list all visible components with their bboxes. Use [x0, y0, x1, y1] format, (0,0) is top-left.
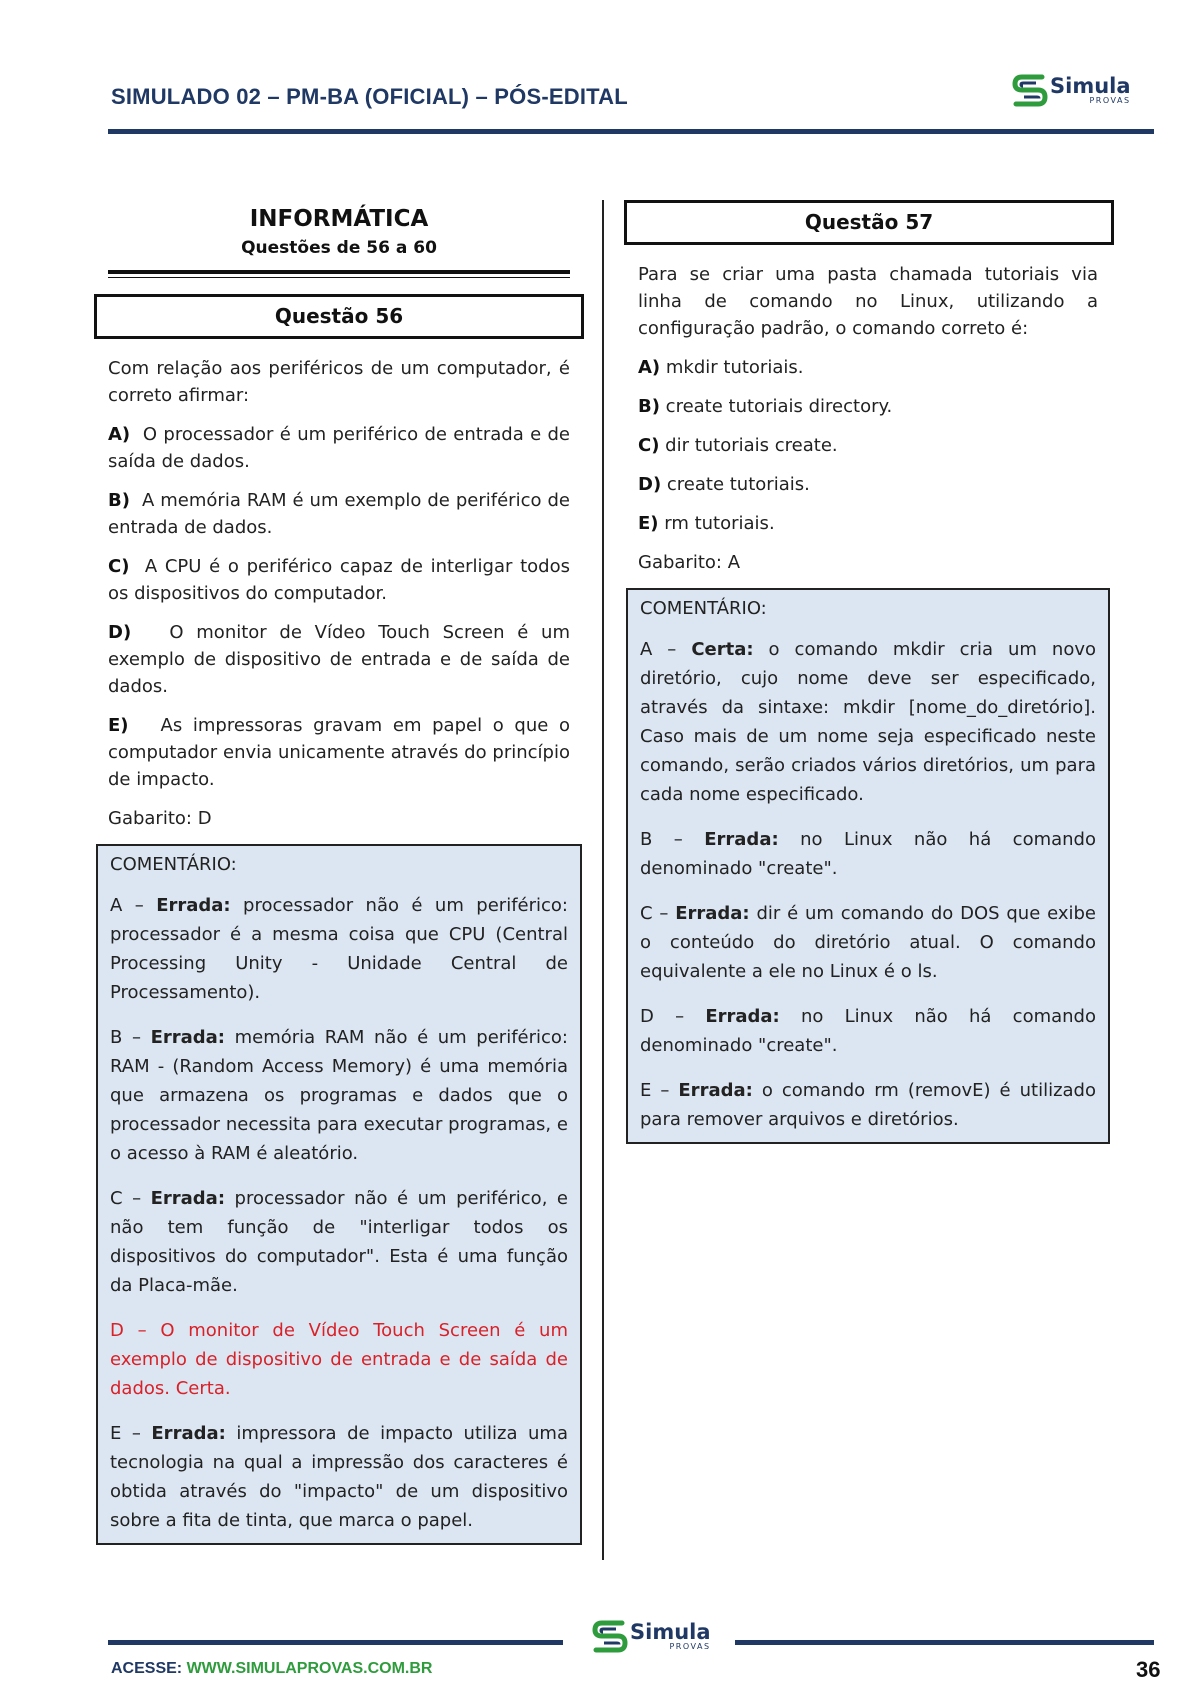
- comment-item-a: A – Certa: o comando mkdir cria um novo diretório, cujo nome deve ser especificado, através da sintaxe: mkdir [nome_do_diretório]. Caso mais de um nome seja especificado neste comando, serão criados vários diretórios, um para cada nome especificado.: [640, 639, 1096, 805]
- section-header: [108, 206, 570, 258]
- logo-sub-text: PROVAS: [1089, 96, 1131, 105]
- comment-title: COMENTÁRIO:: [640, 598, 767, 619]
- question-57-stem: Para se criar uma pasta chamada tutoriais via linha de comando no Linux, utilizando a configuração padrão, o comando correto é:: [638, 264, 1098, 339]
- question-56-option-b: B) A memória RAM é um exemplo de periférico de entrada de dados.: [108, 490, 570, 538]
- footer-logo: [592, 1620, 711, 1654]
- comment-item-d: D – Errada: no Linux não há comando denominado "create".: [640, 1006, 1096, 1056]
- comment-item-d-correct: D – O monitor de Vídeo Touch Screen é um exemplo de dispositivo de entrada e de saída de dados. Certa.: [110, 1320, 568, 1399]
- question-57-option-d: D) create tutoriais.: [638, 474, 810, 495]
- section-subtitle: Questões de 56 a 60: [241, 238, 437, 258]
- comment-item-c: C – Errada: dir é um comando do DOS que exibe o conteúdo do diretório atual. O comando equivalente a ele no Linux é o ls.: [640, 903, 1097, 982]
- question-57-option-c: C) dir tutoriais create.: [638, 435, 838, 456]
- comment-item-a: A – Errada: processador não é um periférico: processador é a mesma coisa que CPU (Central Processing Unity - Unidade Central de Processamento).: [110, 895, 568, 1003]
- footer-access: [111, 1660, 432, 1678]
- question-57-body: [638, 261, 1098, 576]
- comment-item-e: E – Errada: o comando rm (removE) é utilizado para remover arquivos e diretórios.: [640, 1080, 1096, 1130]
- question-56-option-d: D) O monitor de Vídeo Touch Screen é um exemplo de dispositivo de entrada e de saída de dados.: [108, 622, 570, 697]
- document-header-title: SIMULADO 02 – PM-BA (OFICIAL) – PÓS-EDITAL: [111, 84, 628, 109]
- header-logo: [1012, 74, 1131, 108]
- question-56-heading: Questão 56: [94, 294, 584, 339]
- question-57-comment-box: [626, 588, 1110, 1144]
- question-57-option-a: A) mkdir tutoriais.: [638, 357, 804, 378]
- comment-title: COMENTÁRIO:: [110, 854, 237, 875]
- question-56-option-e: E) As impressoras gravam em papel o que o computador envia unicamente através do princípio de impacto.: [108, 715, 570, 790]
- left-column: [108, 200, 570, 1545]
- simula-s-logo-icon: [592, 1620, 628, 1654]
- question-56-stem: Com relação aos periféricos de um computador, é correto afirmar:: [108, 358, 570, 406]
- footer-url-link[interactable]: WWW.SIMULAPROVAS.COM.BR: [186, 1660, 433, 1677]
- header-rule: [108, 129, 1154, 134]
- question-56-comment-box: [96, 844, 582, 1545]
- question-57-option-e: E) rm tutoriais.: [638, 513, 775, 534]
- page-number: 36: [1136, 1657, 1161, 1682]
- comment-item-b: B – Errada: no Linux não há comando denominado "create".: [640, 829, 1096, 879]
- footer-access-label: ACESSE:: [111, 1660, 187, 1677]
- logo-sub-text: PROVAS: [669, 1642, 711, 1651]
- logo-brand-text: Simula: [1050, 74, 1131, 98]
- question-56-option-a: A) O processador é um periférico de entrada e de saída de dados.: [108, 424, 570, 472]
- question-56-option-c: C) A CPU é o periférico capaz de interligar todos os dispositivos do computador.: [108, 556, 570, 604]
- simula-s-logo-icon: [1012, 74, 1048, 108]
- logo-brand-text: Simula: [630, 1620, 711, 1644]
- question-56-answer: Gabarito: D: [108, 808, 212, 829]
- question-57-option-b: B) create tutoriais directory.: [638, 396, 893, 417]
- comment-item-c: C – Errada: processador não é um periférico, e não tem função de "interligar todos os dispositivos do computador". Esta é uma função da Placa-mãe.: [110, 1188, 568, 1296]
- column-divider: [602, 200, 604, 1560]
- question-57-heading: Questão 57: [624, 200, 1114, 245]
- footer-rule-right: [735, 1640, 1154, 1645]
- section-double-rule: [108, 270, 570, 278]
- section-title: INFORMÁTICA: [249, 206, 429, 232]
- comment-item-b: B – Errada: memória RAM não é um periférico: RAM - (Random Access Memory) é uma memória que armazena os programas e dados que o processador necessita para executar programas, e o acesso à RAM é aleatório.: [110, 1027, 568, 1164]
- comment-item-e: E – Errada: impressora de impacto utiliza uma tecnologia na qual a impressão dos caracteres é obtida através do "impacto" de um dispositivo sobre a fita de tinta, que marca o papel.: [110, 1423, 568, 1531]
- footer-rule-left: [108, 1640, 563, 1645]
- right-column: [638, 200, 1098, 1144]
- question-57-answer: Gabarito: A: [638, 552, 741, 573]
- question-56-body: [108, 355, 570, 832]
